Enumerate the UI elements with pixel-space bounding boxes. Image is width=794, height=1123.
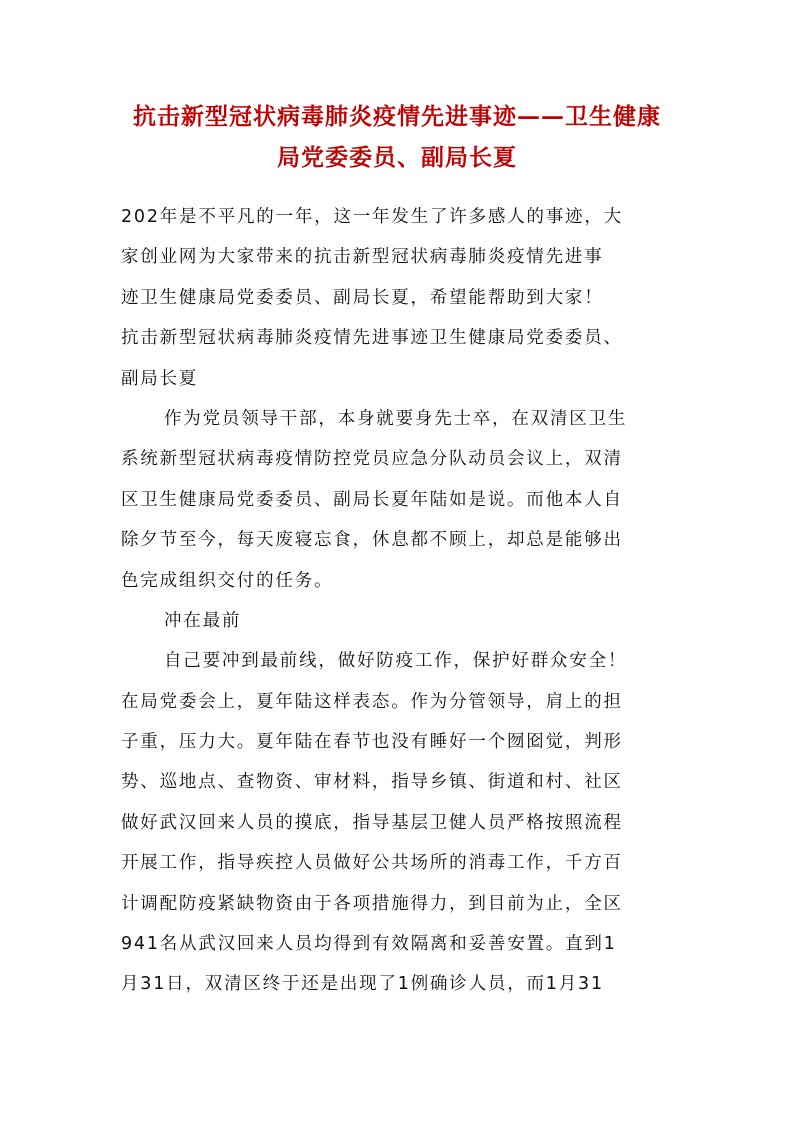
body-line: 做好武汉回来人员的摸底，指导基层卫健人员严格按照流程 bbox=[121, 812, 623, 833]
body-line: 抗击新型冠状病毒肺炎疫情先进事迹卫生健康局党委委员、 bbox=[121, 328, 623, 349]
body-line: 开展工作，指导疾控人员做好公共场所的消毒工作，千方百 bbox=[121, 853, 623, 874]
body-line: 势、巡地点、查物资、审材料，指导乡镇、街道和村、社区 bbox=[121, 772, 623, 793]
body-line: 副局长夏 bbox=[121, 368, 199, 389]
body-line: 941名从武汉回来人员均得到有效隔离和妥善安置。直到1 bbox=[121, 934, 617, 955]
document-title-line-2: 局党委委员、副局长夏 bbox=[277, 144, 517, 171]
body-line: 迹卫生健康局党委委员、副局长夏，希望能帮助到大家！ bbox=[121, 287, 604, 308]
body-line: 家创业网为大家带来的抗击新型冠状病毒肺炎疫情先进事 bbox=[121, 247, 604, 268]
document-body bbox=[121, 197, 681, 1005]
body-line: 在局党委会上，夏年陆这样表态。作为分管领导，肩上的担 bbox=[121, 691, 623, 712]
document-title-line-1: 抗击新型冠状病毒肺炎疫情先进事迹——卫生健康 bbox=[133, 103, 661, 130]
body-line: 202年是不平凡的一年，这一年发生了许多感人的事迹，大 bbox=[121, 207, 623, 227]
body-line: 系统新型冠状病毒疫情防控党员应急分队动员会议上，双清 bbox=[121, 449, 623, 470]
body-line: 子重，压力大。夏年陆在春节也没有睡好一个囫囵觉，判形 bbox=[121, 732, 623, 753]
body-line: 区卫生健康局党委委员、副局长夏年陆如是说。而他本人自 bbox=[121, 489, 623, 510]
body-line: 作为党员领导干部，本身就要身先士卒，在双清区卫生 bbox=[164, 408, 628, 429]
section-heading: 冲在最前 bbox=[164, 610, 242, 631]
body-line: 色完成组织交付的任务。 bbox=[121, 570, 334, 591]
body-line: 计调配防疫紧缺物资由于各项措施得力，到目前为止，全区 bbox=[121, 893, 623, 914]
body-line: 月31日，双清区终于还是出现了1例确诊人员，而1月31 bbox=[121, 974, 604, 995]
body-line: 自己要冲到最前线，做好防疫工作，保护好群众安全！ bbox=[164, 651, 628, 672]
body-line: 除夕节至今，每天废寝忘食，休息都不顾上，却总是能够出 bbox=[121, 530, 623, 551]
